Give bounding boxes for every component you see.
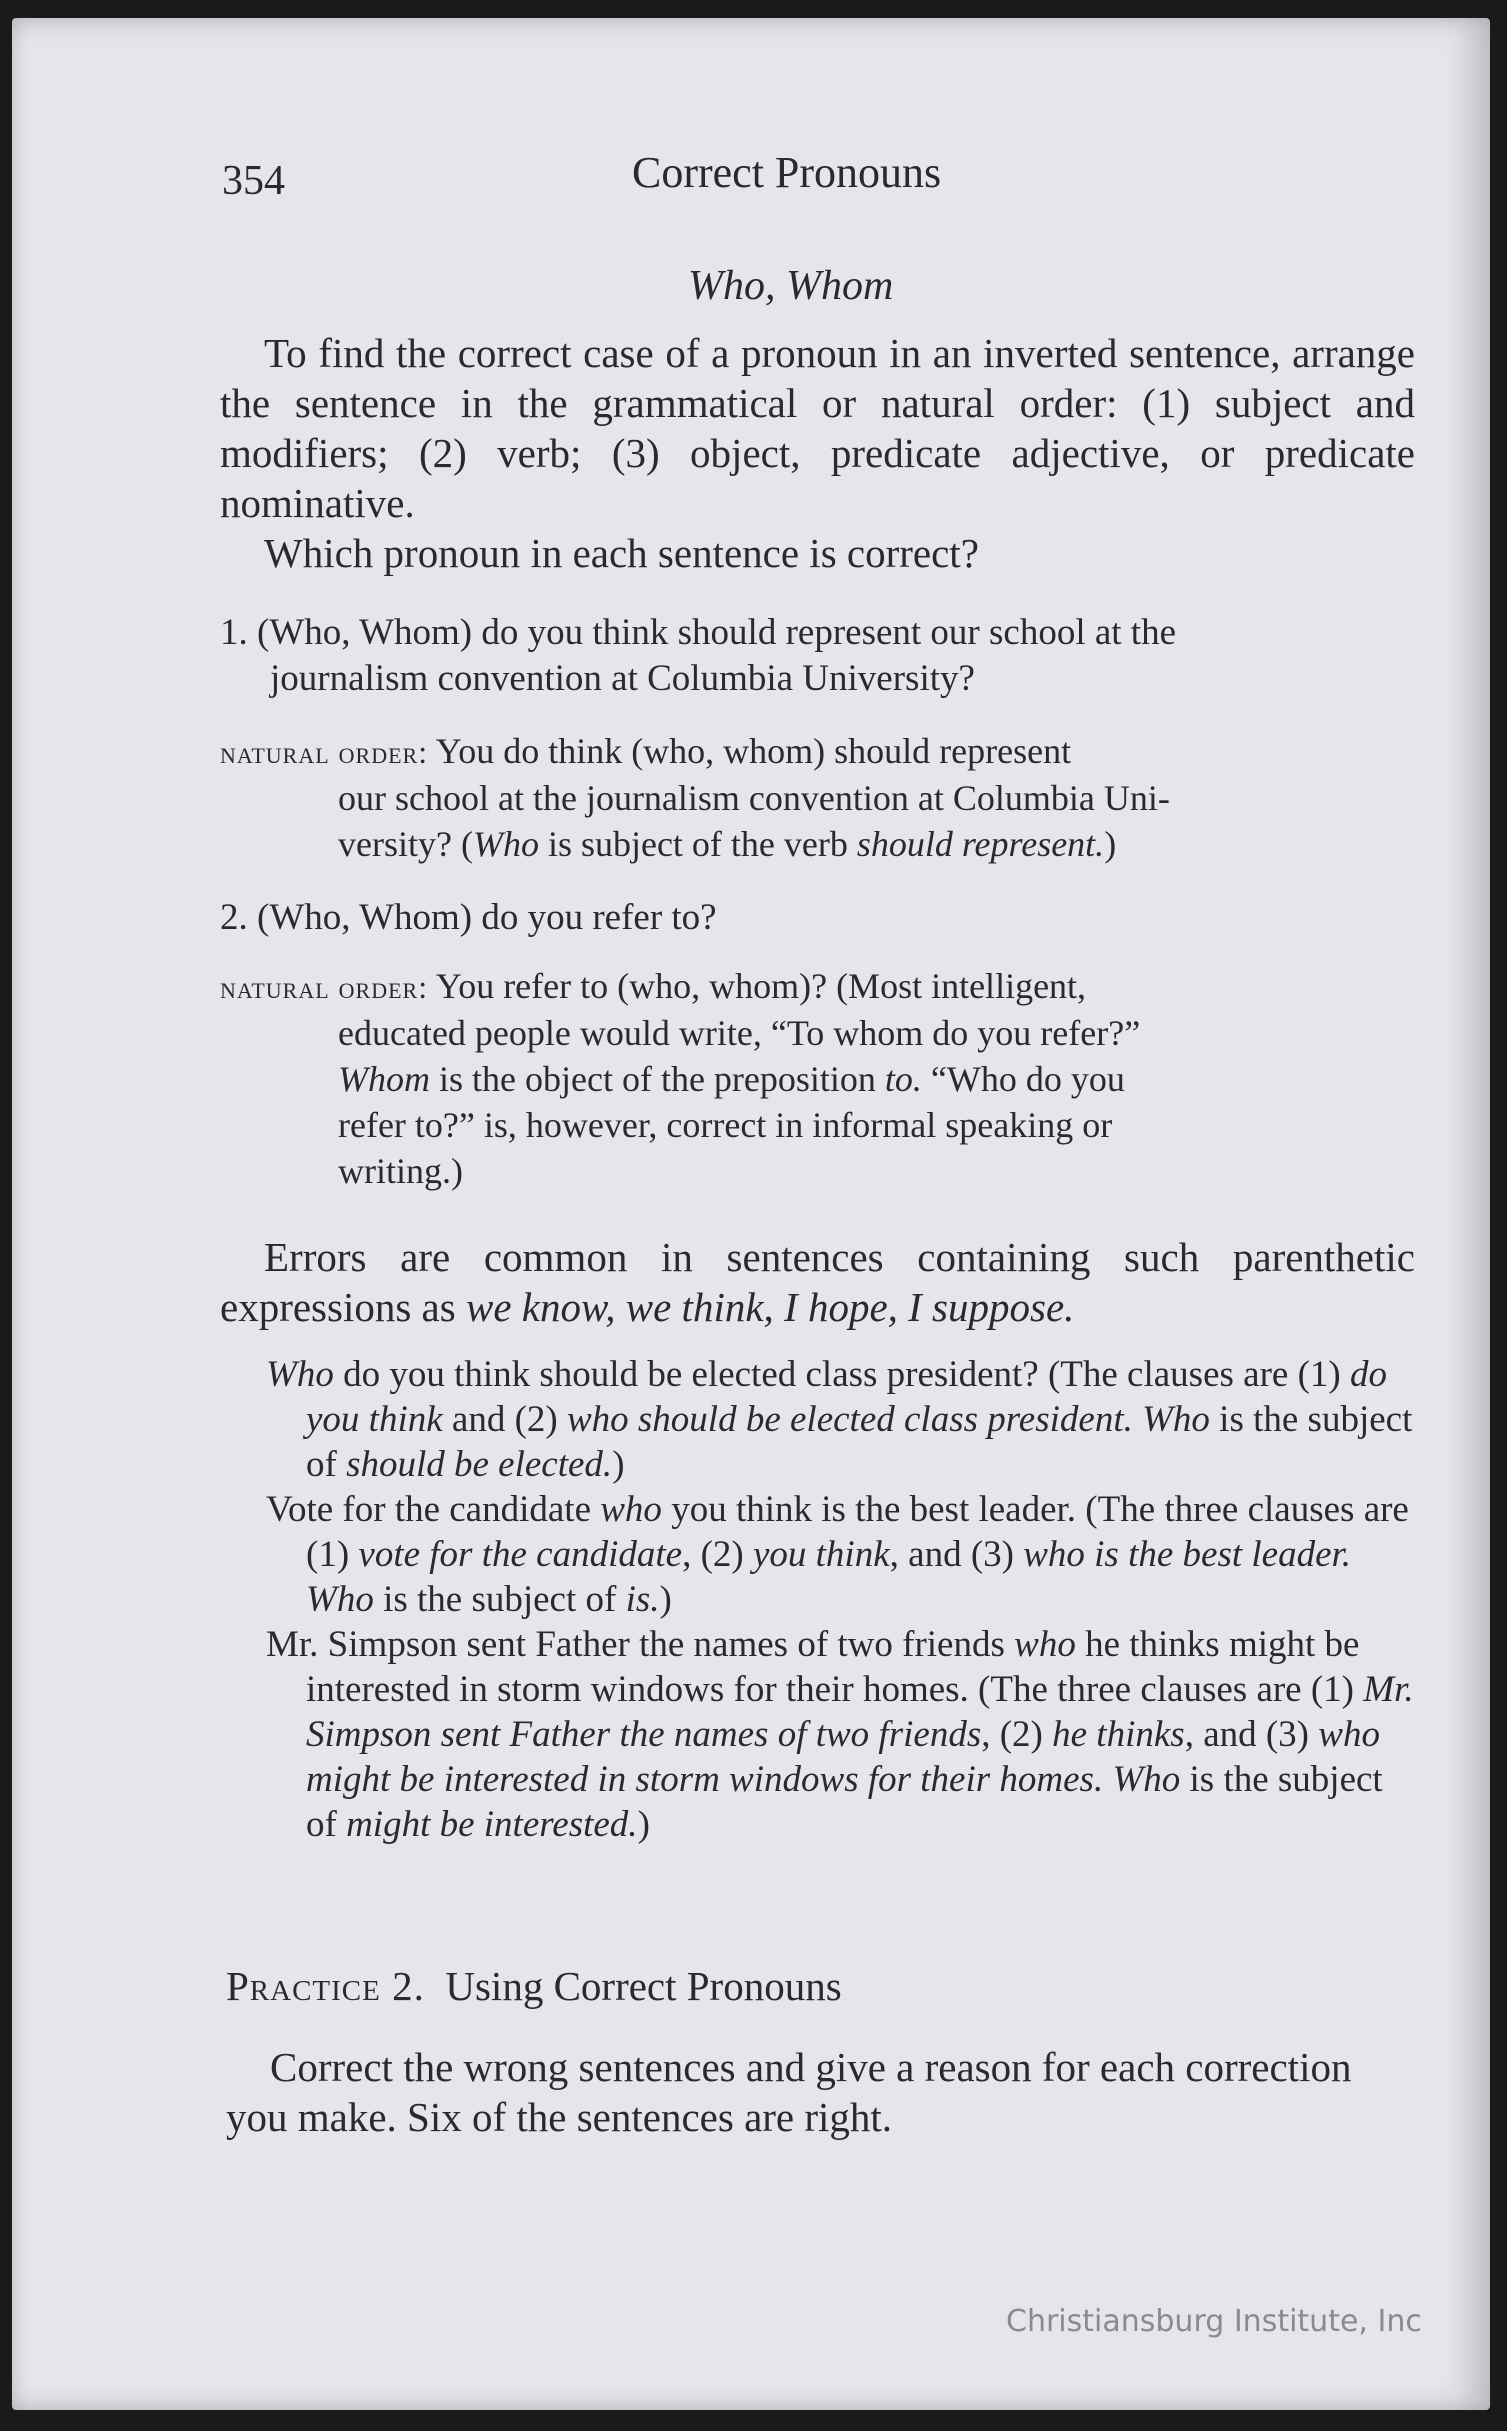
natural-order-1-lead: You do think (who, whom) should represent: [435, 731, 1072, 771]
natural-order-2-cont1: educated people would write, “To whom do you refer?”: [338, 1013, 1141, 1053]
natural-order-2: [220, 963, 1415, 1194]
running-head: Correct Pronouns: [632, 148, 942, 197]
example-1-line2: journalism convention at Columbia University?: [270, 658, 975, 699]
natural-order-2-lead: You refer to (who, whom)? (Most intelligent,: [435, 966, 1087, 1006]
practice-title: Using Correct Pronouns: [445, 1963, 842, 2009]
intro-text: To find the correct case of a pronoun in an inverted sentence, arrange the sentence in the grammatical or natural order: (1) subject and modifiers; (2) verb; (3) object, predicate adjective, or predicate nominative.: [220, 330, 1415, 526]
natural-order-2-cont4: writing.): [338, 1151, 463, 1191]
natural-order-label: natural order:: [220, 969, 429, 1005]
intro-question: Which pronoun in each sentence is correct?: [264, 530, 979, 576]
section-title: Who, Whom: [688, 263, 894, 309]
error-example: Mr. Simpson sent Father the names of two friends who he thinks might be interested in storm windows for their homes. (The three clauses are (1) Mr. Simpson sent Father the names of two friends, (2) he thinks, and (3) who might be interested in storm windows for their homes. Who is the subject of might be interested.): [266, 1624, 1414, 1845]
natural-order-2-cont3: refer to?” is, however, correct in informal speaking or: [338, 1105, 1113, 1145]
practice-label: Practice 2.: [226, 1963, 425, 2009]
example-1-line1: 1. (Who, Whom) do you think should represent our school at the: [220, 612, 1177, 653]
natural-order-label: natural order:: [220, 734, 429, 770]
error-examples-list: [266, 1352, 1416, 1847]
error-example: Vote for the candidate who you think is the best leader. (The three clauses are (1) vote for the candidate, (2) you think, and (3) who is the best leader. Who is the subject of is.): [266, 1489, 1409, 1620]
natural-order-1-cont1: our school at the journalism convention at Columbia Uni-: [338, 778, 1170, 818]
intro-paragraph: [220, 328, 1415, 578]
page-number: 354: [222, 158, 285, 204]
example-2: [220, 895, 1415, 941]
natural-order-1-cont2: versity? (Who is subject of the verb should represent.): [338, 824, 1117, 864]
natural-order-1: [220, 728, 1415, 867]
errors-phrases: we know, we think, I hope, I suppose.: [465, 1284, 1075, 1330]
errors-paragraph: [220, 1232, 1415, 1332]
example-1: [220, 610, 1415, 702]
example-2-line1: 2. (Who, Whom) do you refer to?: [220, 897, 717, 938]
watermark: Christiansburg Institute, Inc: [1006, 2304, 1422, 2339]
practice-instructions: Correct the wrong sentences and give a reason for each correction you make. Six of the sentences are right.: [226, 2044, 1352, 2140]
practice-heading: [226, 1962, 842, 2010]
natural-order-2-cont2: Whom is the object of the preposition to. “Who do you: [338, 1059, 1125, 1099]
errors-text: Errors are common in sentences containing such parenthetic expressions as: [220, 1234, 1415, 1330]
error-example: Who do you think should be elected class president? (The clauses are (1) do you think and (2) who should be elected class president. Who is the subject of should be elected.): [266, 1354, 1413, 1485]
